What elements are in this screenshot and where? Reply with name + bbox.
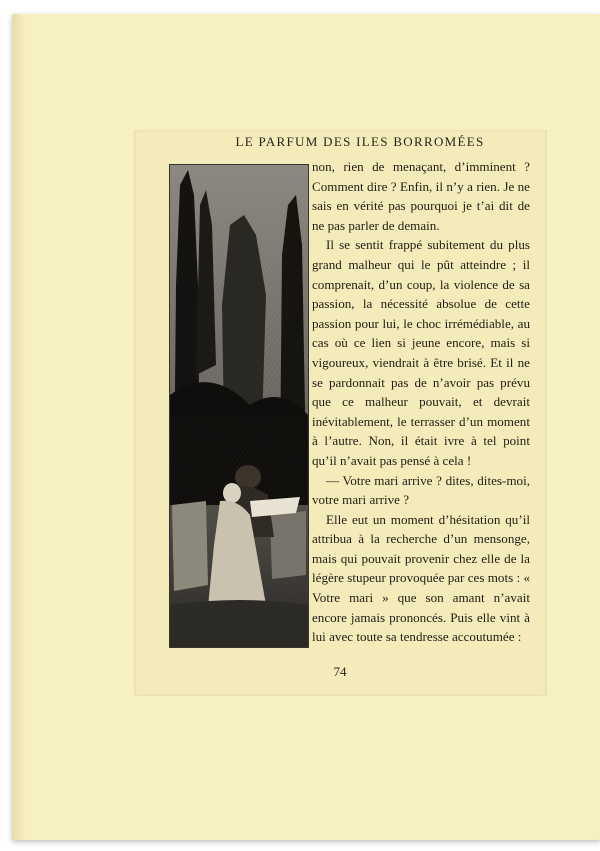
- paragraph-2: Il se sentit frappé subitement du plus grand malheur qui le pût atteindre ; il comprenait, d’un coup, la violence de sa passion, la nécessité absolue de cette passion pour lui, le choc irrémédiable, au cas où ce lien si jeune encore, mais si vigoureux, viendrait à être brisé. Et il ne se pardonnait pas de n’avoir pas prévu que ce malheur pouvait, et devrait inévitablement, le terrasser d’un moment à l’autre. Non, il était ivre à tel point qu’il n’avait pas pensé à cela !: [312, 237, 530, 468]
- paragraph-4: Elle eut un moment d’hésitation qu’il attribua à la recherche d’un mensonge, mais qui pouvait provenir chez elle de la légère stupeur provoquée par ces mots : « Votre mari » que son amant n’avait encore jamais prononcés. Puis elle vint à lui avec toute sa tendresse accoutumée :: [312, 511, 530, 645]
- page-number: 74: [333, 664, 347, 679]
- body-text: [312, 157, 530, 647]
- running-title: LE PARFUM DES ILES BORROMÉES: [235, 134, 485, 149]
- paragraph-1: non, rien de menaçant, d’imminent ? Comment dire ? Enfin, il n’y a rien. Je ne sais en vérité pas pourquoi je t’ai dit de ne pas parler de demain.: [312, 159, 530, 233]
- engraving-illustration: [169, 164, 309, 648]
- shade-hatching: [170, 415, 308, 647]
- engraving-drawing: [170, 165, 308, 647]
- paragraph-3: — Votre mari arrive ? dites, dites-moi, votre mari arrive ?: [312, 472, 530, 508]
